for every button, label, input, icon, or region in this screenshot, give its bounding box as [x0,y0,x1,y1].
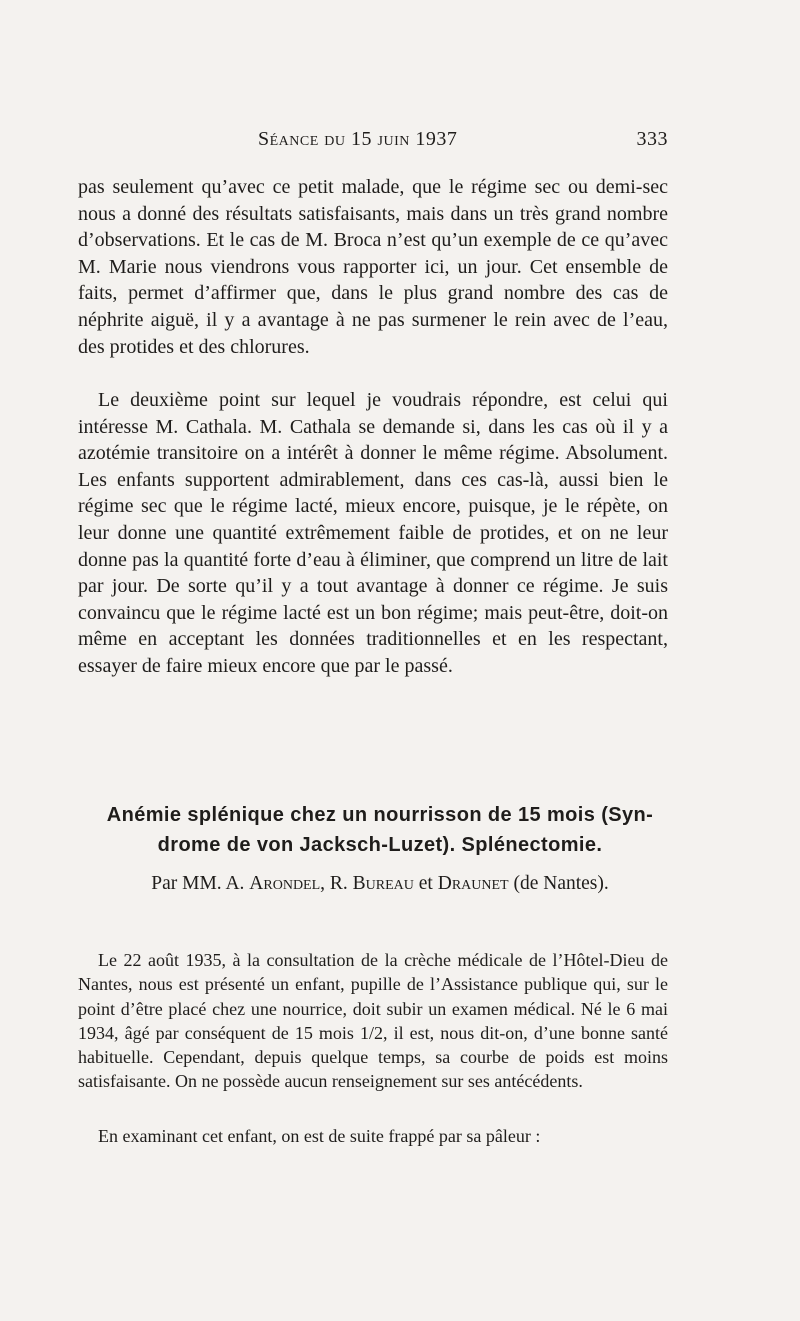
author-name: Bureau [352,873,414,894]
author-name: Arondel [249,873,321,894]
article-title-line: Anémie splénique chez un nourrisson de 15 mois (Syn- [106,804,654,826]
authors-separator: , R. [320,873,348,894]
authors-separator: et [413,873,433,894]
paragraph: En examinant cet enfant, on est de suite frappé par sa pâleur : [98,1126,541,1146]
article-body-continued [78,1106,668,1166]
article-title [70,800,690,860]
authors-suffix: (de Nantes). [508,873,609,894]
running-header [78,128,668,158]
page-number: 333 [636,128,668,150]
paragraph-continuation [78,174,668,360]
article-body [78,930,668,1112]
article-title-line: drome de von Jacksch-Luzet). Splénectomie. [157,834,603,856]
running-title: Séance du 15 juin 1937 [258,128,458,150]
paragraph: pas seulement qu’avec ce petit malade, que le régime sec ou demi-sec nous a donné des résultats satisfaisants, mais dans un très grand nombre d’observations. Et le cas de M. Broca n’est qu’un exemple de ce qu’avec M. Marie nous viendrons vous rapporter ici, un jour. Cet ensemble de faits, permet d’affirmer que, dans le plus grand nombre des cas de néphrite aiguë, il y a avantage à ne pas surmener le rein avec de l’eau, des protides et des chlorures. [78,176,668,358]
paragraph: Le deuxième point sur lequel je voudrais répondre, est celui qui intéresse M. Cathala. M. Cathala se demande si, dans les cas où il y a azotémie transitoire on a intérêt à donner le même régime. Absolument. Les enfants supportent admirablement, dans ces cas-là, aussi bien le régime sec que le régime lacté, mieux encore, puisque, je le répète, on leur donne une quantité extrêmement faible de protides, et on ne leur donne pas la quantité forte d’eau à éliminer, que comprend un litre de lait par jour. De sorte qu’il y a tout avantage à donner ce régime. Je suis convaincu que le régime lacté est un bon régime; mais peut-être, doit-on même en acceptant les données traditionnelles et en les respectant, essayer de faire mieux encore que par le passé. [78,389,668,677]
authors-prefix: Par MM. A. [151,873,245,894]
article-authors [70,873,690,895]
author-name: Draunet [437,873,509,894]
paragraph: Le 22 août 1935, à la consultation de la crèche médicale de l’Hôtel-Dieu de Nantes, nous est présenté un enfant, pupille de l’Assistance publique qui, sur le point d’être placé chez une nourrice, doit subir un examen médical. Né le 6 mai 1934, âgé par conséquent de 15 mois 1/2, il est, nous dit-on, d’une bonne santé habituelle. Cependant, depuis quelque temps, sa courbe de poids est moins satisfaisante. On ne possède aucun renseignement sur ses antécédents. [78,950,668,1092]
paragraph-reply [78,387,668,680]
